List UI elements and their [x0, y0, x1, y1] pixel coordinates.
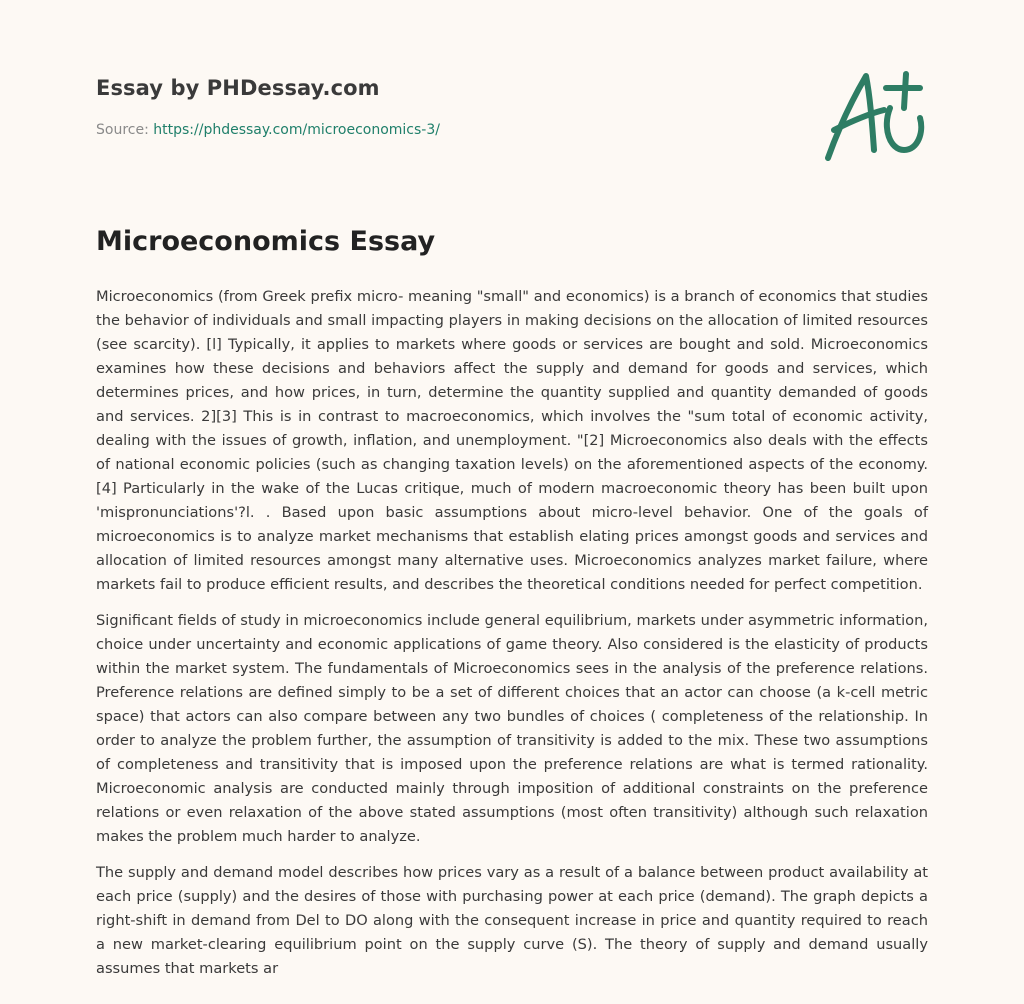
paragraph: The supply and demand model describes how prices vary as a result of a balance between product availability at each price (supply) and the desires of those with purchasing power at each price (demand). The graph depicts a right-shift in demand from Del to DO along with the consequent increase in price and quantity required to reach a new market-clearing equilibrium point on the supply curve (S). The theory of supply and demand usually assumes that markets ar: [96, 864, 928, 977]
essay-title: Microeconomics Essay: [96, 226, 436, 257]
paragraph: Significant fields of study in microeconomics include general equilibrium, markets under asymmetric information, choice under uncertainty and economic applications of game theory. Also considered is the elasticity of products within the market system. The fundamentals of Microeconomics sees in the analysis of the preference relations. Preference relations are defined simply to be a set of different choices that an actor can choose (a k-cell metric space) that actors can also compare between any two bundles of choices ( completeness of the relationship. In order to analyze the problem further, the assumption of transitivity is added to the mix. These two assumptions of completeness and transitivity that is imposed upon the preference relations are what is termed rationality. Microeconomic analysis are conducted mainly through imposition of additional constraints on the preference relations or even relaxation of the above stated assumptions (most often transitivity) although such relaxation makes the problem much harder to analyze.: [96, 612, 928, 845]
paragraph: Microeconomics (from Greek prefix micro- meaning "small" and economics) is a branch of economics that studies the behavior of individuals and small impacting players in making decisions on the allocation of limited resources (see scarcity). [l] Typically, it applies to markets where goods or services are bought and sold. Microeconomics examines how these decisions and behaviors affect the supply and demand for goods and services, which determines prices, and how prices, in turn, determine the quantity supplied and quantity demanded of goods and services. 2][3] This is in contrast to macroeconomics, which involves the "sum total of economic activity, dealing with the issues of growth, inflation, and unemployment. "[2] Microeconomics also deals with the effects of national economic policies (such as changing taxation levels) on the aforementioned aspects of the economy. [4] Particularly in the wake of the Lucas critique, much of modern macroeconomic theory has been built upon 'mispronunciations'?l. . Based upon basic assumptions about micro-level behavior. One of the goals of microeconomics is to analyze market mechanisms that establish elating prices amongst goods and services and allocation of limited resources amongst many alternative uses. Microeconomics analyzes market failure, where markets fail to produce efficient results, and describes the theoretical conditions needed for perfect competition.: [96, 288, 928, 593]
essay-body: [96, 285, 928, 993]
a-plus-logo-icon: [820, 66, 930, 166]
source-link[interactable]: https://phdessay.com/microeconomics-3/: [153, 122, 440, 138]
page-header: [96, 76, 796, 138]
site-title: Essay by PHDessay.com: [96, 76, 380, 100]
source-label: Source:: [96, 122, 154, 138]
source-line: [96, 122, 796, 138]
